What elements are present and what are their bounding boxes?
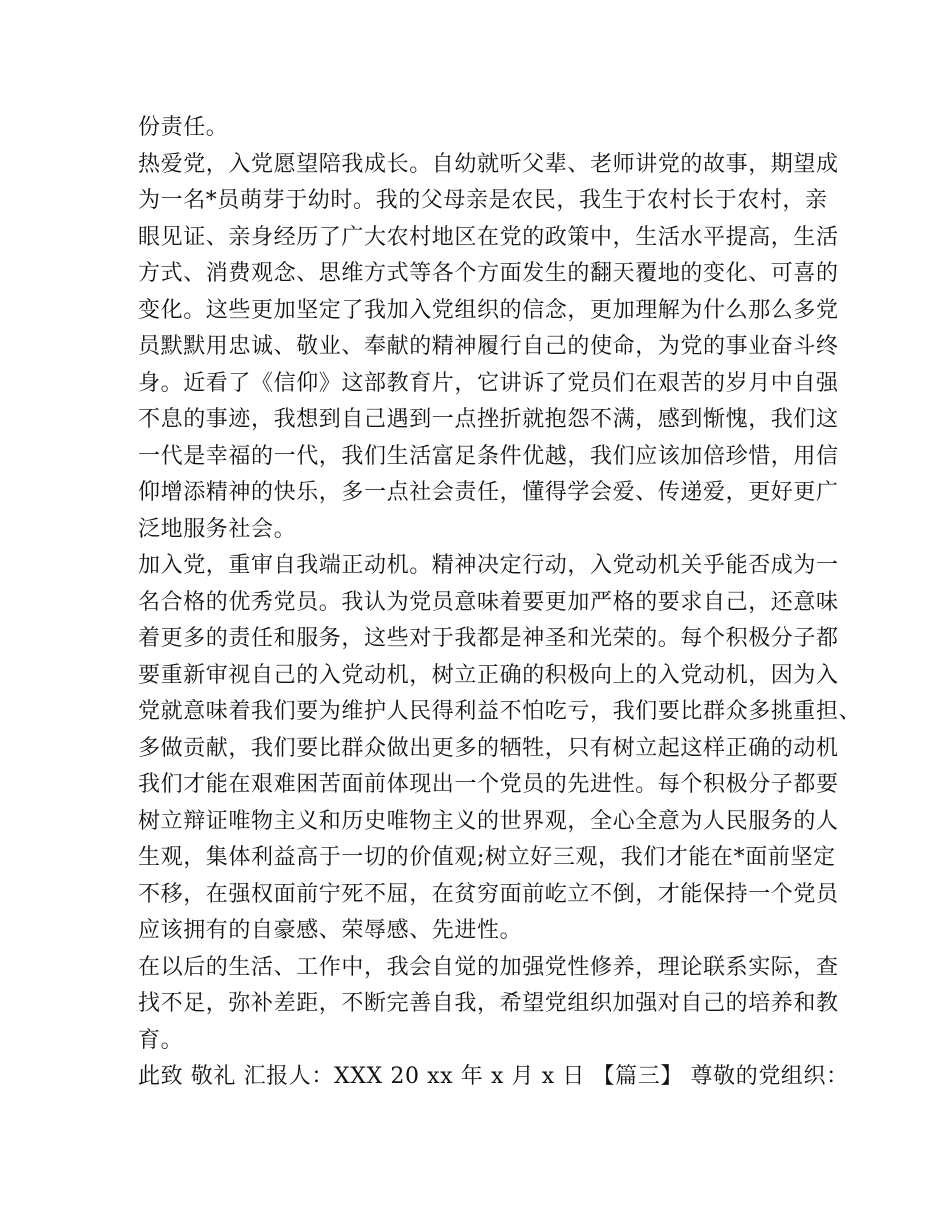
text-line: 为一名*员萌芽于幼时。我的父母亲是农民，我生于农村长于农村，亲 bbox=[138, 188, 828, 213]
text-line: 生观，集体利益高于一切的价值观;树立好三观，我们才能在*面前坚定 bbox=[138, 845, 836, 870]
text-line: 一代是幸福的一代，我们生活富足条件优越，我们应该加倍珍惜，用信 bbox=[138, 443, 839, 469]
text-line: 在以后的生活、工作中，我会自觉的加强党性修养，理论联系实际，查 bbox=[138, 954, 839, 980]
text-line: 要重新审视自己的入党动机，树立正确的积极向上的入党动机，因为入 bbox=[138, 662, 839, 688]
text-line: 变化。这些更加坚定了我加入党组织的信念，更加理解为什么那么多党 bbox=[138, 297, 839, 323]
text-line: 着更多的责任和服务，这些对于我都是神圣和光荣的。每个积极分子都 bbox=[138, 626, 839, 651]
text-line: 我们才能在艰难困苦面前体现出一个党员的先进性。每个积极分子都要 bbox=[138, 772, 839, 797]
document-body bbox=[138, 110, 862, 1096]
text-line: 育。 bbox=[138, 1027, 184, 1053]
text-line: 找不足，弥补差距，不断完善自我，希望党组织加强对自己的培养和教 bbox=[138, 991, 839, 1016]
text-line: 员默默用忠诚、敬业、奉献的精神履行自己的使命，为党的事业奋斗终 bbox=[138, 334, 839, 359]
text-line: 加入党，重审自我端正动机。精神决定行动，入党动机关乎能否成为一 bbox=[138, 553, 839, 578]
text-line: 眼见证、亲身经历了广大农村地区在党的政策中，生活水平提高，生活 bbox=[138, 224, 839, 250]
text-line: 仰增添精神的快乐，多一点社会责任，懂得学会爱、传递爱，更好更广 bbox=[138, 480, 839, 505]
text-line: 此致 敬礼 汇报人：XXX 20 xx 年 x 月 x 日 【篇三】 尊敬的党组织： bbox=[138, 1064, 849, 1089]
text-line: 树立辩证唯物主义和历史唯物主义的世界观，全心全意为人民服务的人 bbox=[138, 808, 839, 834]
text-line: 党就意味着我们要为维护人民得利益不怕吃亏，我们要比群众多挑重担、 bbox=[138, 699, 862, 724]
text-line: 不移，在强权面前宁死不屈，在贫穷面前屹立不倒，才能保持一个党员 bbox=[138, 881, 839, 907]
text-line: 多做贡献，我们要比群众做出更多的牺牲，只有树立起这样正确的动机 bbox=[138, 735, 839, 761]
text-line: 方式、消费观念、思维方式等各个方面发生的翻天覆地的变化、可喜的 bbox=[138, 261, 839, 286]
text-line: 泛地服务社会。 bbox=[138, 516, 297, 542]
text-line: 身。近看了《信仰》这部教育片，它讲诉了党员们在艰苦的岁月中自强 bbox=[138, 370, 839, 396]
text-line: 不息的事迹，我想到自己遇到一点挫折就抱怨不满，感到惭愧，我们这 bbox=[138, 407, 839, 432]
text-line: 份责任。 bbox=[138, 115, 229, 140]
text-line: 名合格的优秀党员。我认为党员意味着要更加严格的要求自己，还意味 bbox=[138, 589, 839, 615]
text-line: 应该拥有的自豪感、荣辱感、先进性。 bbox=[138, 918, 523, 943]
text-line: 热爱党，入党愿望陪我成长。自幼就听父辈、老师讲党的故事，期望成 bbox=[138, 151, 839, 177]
